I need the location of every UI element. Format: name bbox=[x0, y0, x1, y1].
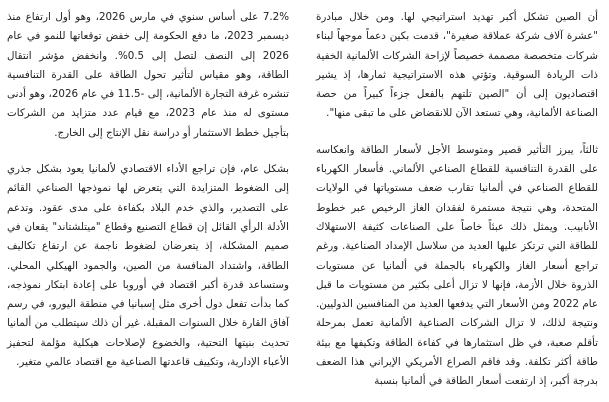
paragraph: ثالثاً، يبرز التأثير قصير ومتوسط الأجل لأسعار الطاقة وانعكاسه على القدرة التنافسية للقطاع الصناعي الألماني. فأسعار الكهرباء للقطاع الصناعي في ألمانيا تقارب ضعف مستوياتها في الولايات المتحدة، وهي نتيجة مستمرة لفقدان الغاز الرخيص عبر خطوط الأنابيب. ويمثل ذلك عبئاً خاصاً على الصناعات كثيفة الاستهلاك للطاقة التي ترتكز عليها العديد من سلاسل الإمداد الصناعية. ورغم تراجع أسعار الغاز والكهرباء بالجملة في ألمانيا عن مستويات الذروة خلال الأزمة، فإنها لا تزال أعلى بكثير من مستويات ما قبل عام 2022 ومن الأسعار التي يدفعها العديد من المنافسين الدوليين. ونتيجة لذلك، لا تزال الشركات الصناعية الألمانية تعمل بمرحلة تأقلم صعبة، في ظل استثمارها في كفاءة الطاقة وتكيفها مع بيئة طاقة أكثر تكلفة. وقد فاقم الصراع الأمريكي الإيراني هذا الضعف بدرجة أكبر، إذ ارتفعت أسعار الطاقة في ألمانيا بنسبة bbox=[316, 143, 599, 388]
text-column-left bbox=[7, 8, 289, 372]
paragraph-gap bbox=[7, 143, 289, 160]
paragraph: بشكل عام، فإن تراجع الأداء الاقتصادي لألمانيا يعود بشكل جذري إلى الضغوط المتزايدة التي يتعرض لها نموذجها الصناعي القائم على التصدير، والذي خدم البلاد بكفاءة على مدى عقود. وتدعم الأدلة الرأي القائل إن قطاع التصنيع وقطاع "ميتلشتاند" يقعان في صميم المشكلة، إذ يتعرضان لضغوط ناجمة عن ارتفاع تكاليف الطاقة، واشتداد المنافسة من الصين، والجمود الهيكلي المحلي. وستساعد قدرة أكبر اقتصاد في أوروبا على إعادة ابتكار نموذجه، كما بدأت تفعل دول أخرى مثل إسبانيا في منطقة اليورو، في رسم آفاق القارة خلال السنوات المقبلة. غير أن ذلك سيتطلب من ألمانيا تحديث بنيتها التحتية، والخضوع لإصلاحات هيكلية مؤلمة لتحفيز الأعباء الإدارية، وتكييف قاعدتها الصناعية مع اقتصاد عالمي متغير. bbox=[7, 163, 289, 369]
paragraph: أن الصين تشكل أكبر تهديد استراتيجي لها. ومن خلال مبادرة "عشرة آلاف شركة عملاقة صغيرة"، قدمت بكين دعماً موجهاً لبناء شركات متخصصة مصممة خصيصاً لإزاحة الشركات الألمانية الخفية ذات الريادة السوقية. وتؤتي هذه الاستراتيجية ثمارها، إذ يشير اقتصاديون إلى أن "الصين تلتهم بالفعل جزءاً كبيراً من حصة الصناعة الألمانية، وهي تستعد الآن للانقضاض على ما تبقى منها". bbox=[316, 11, 598, 120]
paragraph-gap bbox=[316, 124, 598, 141]
paragraph: 7.2% على أساس سنوي في مارس 2026، وهو أول ارتفاع منذ ديسمبر 2023، ما دفع الحكومة إلى خفض توقعاتها للنمو في عام 2026 إلى النصف لتصل إلى 0.5%. وانخفض مؤشر انتقال الطاقة، وهو مقياس لتأثير تحول الطاقة على القدرة التنافسية تنشره غرفة التجارة الألمانية، إلى -11.5 في عام 2026، وهو أدنى مستوى له منذ عام 2023، مع قيام عدد متزايد من الشركات بتأجيل خطط الاستثمار أو دراسة نقل الإنتاج إلى الخارج. bbox=[7, 11, 289, 139]
text-column-right bbox=[316, 8, 598, 392]
